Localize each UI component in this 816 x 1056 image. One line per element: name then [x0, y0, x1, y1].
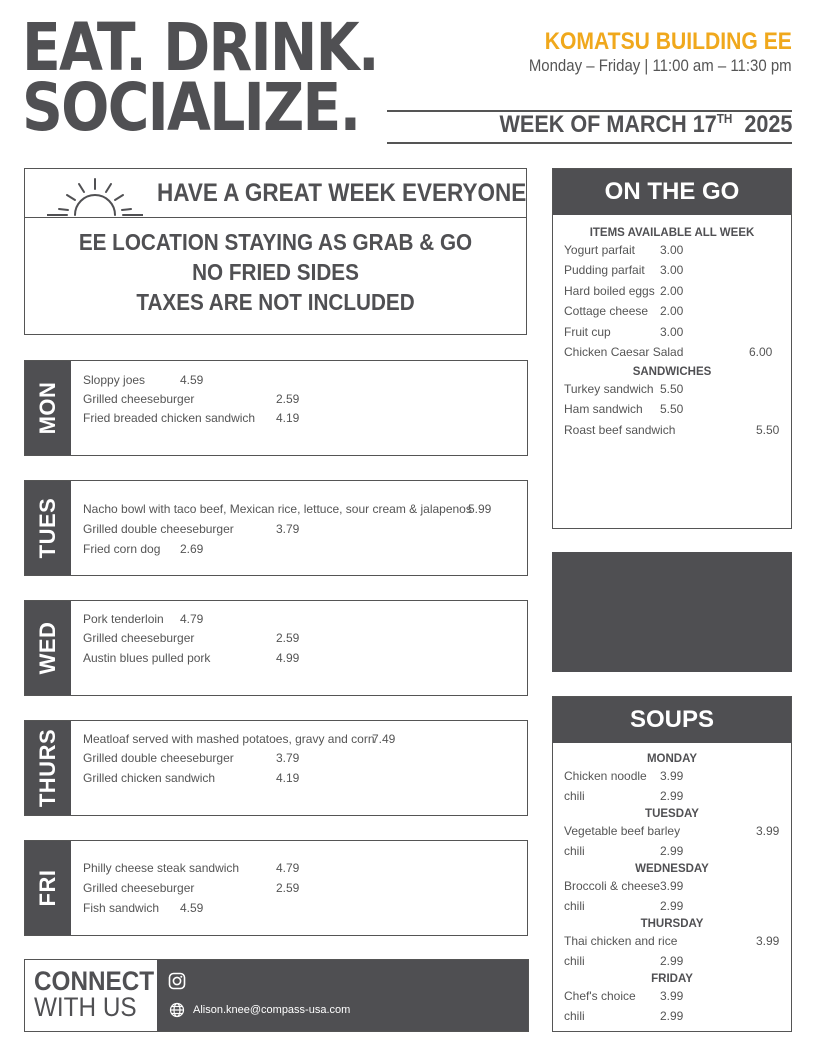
menu-item-price: 4.59	[180, 901, 204, 915]
soup-name: Thai chicken and rice	[564, 934, 678, 948]
day-tab	[25, 841, 71, 935]
item-name: Roast beef sandwich	[564, 423, 676, 437]
item-price: 2.00	[660, 284, 684, 298]
on-the-go-title: ON THE GO	[553, 169, 791, 215]
menu-item-price: 2.59	[276, 631, 300, 645]
day-tab	[25, 721, 71, 815]
day-label: THURS	[35, 728, 60, 808]
menu-item-price: 4.19	[276, 411, 300, 425]
menu-item-price: 4.99	[276, 651, 300, 665]
menu-item-price: 5.99	[468, 502, 492, 516]
menu-item-price: 3.79	[276, 751, 300, 765]
on-the-go-panel	[552, 168, 792, 529]
connect-line-1: CONNECT	[34, 966, 155, 996]
divider-bottom	[387, 142, 792, 144]
day-box-mon	[24, 360, 528, 456]
item-price: 3.00	[660, 243, 684, 257]
menu-item-price: 4.59	[180, 373, 204, 387]
menu-item-name: Meatloaf served with mashed potatoes, gravy and corn	[83, 732, 375, 746]
email-link[interactable]: Alison.knee@compass-usa.com	[193, 1004, 351, 1016]
item-price: 2.00	[660, 304, 684, 318]
menu-item-price: 4.19	[276, 771, 300, 785]
soup-name: Broccoli & cheese	[564, 879, 661, 893]
soup-name: chili	[564, 844, 585, 858]
soup-name: chili	[564, 899, 585, 913]
announcement-body	[25, 227, 526, 317]
soup-day-heading: TUESDAY	[645, 808, 699, 820]
menu-item-price: 2.59	[276, 392, 300, 406]
announcement-header	[25, 169, 526, 218]
menu-item-name: Pork tenderloin	[83, 612, 164, 626]
announcement-line: NO FRIED SIDES	[192, 259, 359, 285]
section-heading: ITEMS AVAILABLE ALL WEEK	[589, 227, 755, 239]
headline-line-2: SOCIALIZE.	[22, 69, 360, 146]
menu-item-price: 7.49	[372, 732, 396, 746]
item-price: 5.50	[660, 382, 684, 396]
soup-price: 2.99	[660, 1009, 684, 1023]
day-box-wed	[24, 600, 528, 696]
menu-item-name: Fried corn dog	[83, 542, 161, 556]
soup-name: chili	[564, 954, 585, 968]
item-price: 3.00	[660, 325, 684, 339]
menu-item-name: Grilled cheeseburger	[83, 392, 195, 406]
soups-panel	[552, 696, 792, 1032]
soup-day-heading: MONDAY	[646, 753, 698, 765]
menu-item-name: Grilled chicken sandwich	[83, 771, 216, 785]
soup-name: chili	[564, 789, 585, 803]
menu-item-name: Grilled cheeseburger	[83, 631, 195, 645]
day-label: WED	[35, 621, 60, 675]
menu-item-name: Nacho bowl with taco beef, Mexican rice, lettuce, sour cream & jalapenos	[83, 502, 472, 516]
connect-box	[24, 959, 529, 1032]
location-name: KOMATSU BUILDING EE	[544, 28, 792, 55]
menu-item-price: 2.59	[276, 881, 300, 895]
item-name: Turkey sandwich	[564, 382, 654, 396]
menu-item-name: Philly cheese steak sandwich	[83, 861, 240, 875]
soup-price: 3.99	[660, 989, 684, 1003]
connect-band	[157, 960, 528, 1031]
item-price: 6.00	[749, 345, 773, 359]
day-label: MON	[35, 381, 60, 435]
soup-day-heading: WEDNESDAY	[635, 863, 709, 875]
soup-price: 3.99	[756, 934, 780, 948]
day-tab	[25, 481, 71, 575]
soup-day-heading: FRIDAY	[651, 973, 693, 985]
soup-price: 2.99	[660, 954, 684, 968]
day-box-fri	[24, 840, 528, 936]
week-year: 2025	[743, 111, 792, 138]
menu-item-price: 4.79	[276, 861, 300, 875]
week-prefix: WEEK OF MARCH 17	[499, 111, 717, 138]
menu-item-name: Grilled double cheeseburger	[83, 522, 234, 536]
menu-item-price: 3.79	[276, 522, 300, 536]
hours: Monday – Friday | 11:00 am – 11:30 pm	[529, 56, 792, 75]
instagram-icon[interactable]	[168, 972, 186, 990]
menu-item-price: 2.69	[180, 542, 204, 556]
soup-name: Vegetable beef barley	[564, 824, 681, 838]
connect-line-2: WITH US	[34, 992, 137, 1022]
day-tab	[25, 361, 71, 455]
menu-item-name: Fried breaded chicken sandwich	[83, 411, 256, 425]
soup-price: 2.99	[660, 844, 684, 858]
announcement-line: EE LOCATION STAYING AS GRAB & GO	[78, 229, 473, 255]
soup-name: Chicken noodle	[564, 769, 647, 783]
menu-item-name: Grilled cheeseburger	[83, 881, 195, 895]
week-of	[499, 111, 792, 139]
soup-name: chili	[564, 1009, 585, 1023]
blank-panel	[552, 552, 792, 672]
soup-price: 2.99	[660, 789, 684, 803]
item-price: 3.00	[660, 263, 684, 277]
soup-price: 2.99	[660, 899, 684, 913]
item-price: 5.50	[756, 423, 780, 437]
day-box-thurs	[24, 720, 528, 816]
menu-item-name: Sloppy joes	[83, 373, 146, 387]
day-box-tues	[24, 480, 528, 576]
item-name: Cottage cheese	[564, 304, 649, 318]
announcement-line: TAXES ARE NOT INCLUDED	[136, 289, 415, 315]
menu-item-price: 4.79	[180, 612, 204, 626]
item-name: Ham sandwich	[564, 402, 643, 416]
day-label: TUES	[35, 497, 60, 559]
sun-icon	[47, 175, 143, 217]
globe-icon	[169, 1002, 185, 1018]
menu-item-name: Fish sandwich	[83, 901, 160, 915]
announcement-box	[24, 168, 527, 335]
item-name: Pudding parfait	[564, 263, 645, 277]
menu-item-name: Grilled double cheeseburger	[83, 751, 234, 765]
item-name: Hard boiled eggs	[564, 284, 655, 298]
soup-price: 3.99	[660, 769, 684, 783]
section-heading: SANDWICHES	[632, 366, 712, 378]
headline	[22, 9, 378, 146]
soups-title: SOUPS	[553, 697, 791, 743]
announcement-title: HAVE A GREAT WEEK EVERYONE	[157, 179, 527, 207]
soup-price: 3.99	[660, 879, 684, 893]
menu-item-name: Austin blues pulled pork	[83, 651, 211, 665]
headline-line-1: EAT. DRINK.	[22, 9, 378, 86]
item-name: Yogurt parfait	[564, 243, 635, 257]
soup-price: 3.99	[756, 824, 780, 838]
week-suffix: TH	[716, 111, 732, 126]
soup-name: Chef's choice	[564, 989, 636, 1003]
item-name: Fruit cup	[564, 325, 611, 339]
soup-day-heading: THURSDAY	[640, 918, 704, 930]
item-price: 5.50	[660, 402, 684, 416]
day-tab	[25, 601, 71, 695]
day-label: FRI	[35, 869, 60, 907]
item-name: Chicken Caesar Salad	[564, 345, 684, 359]
